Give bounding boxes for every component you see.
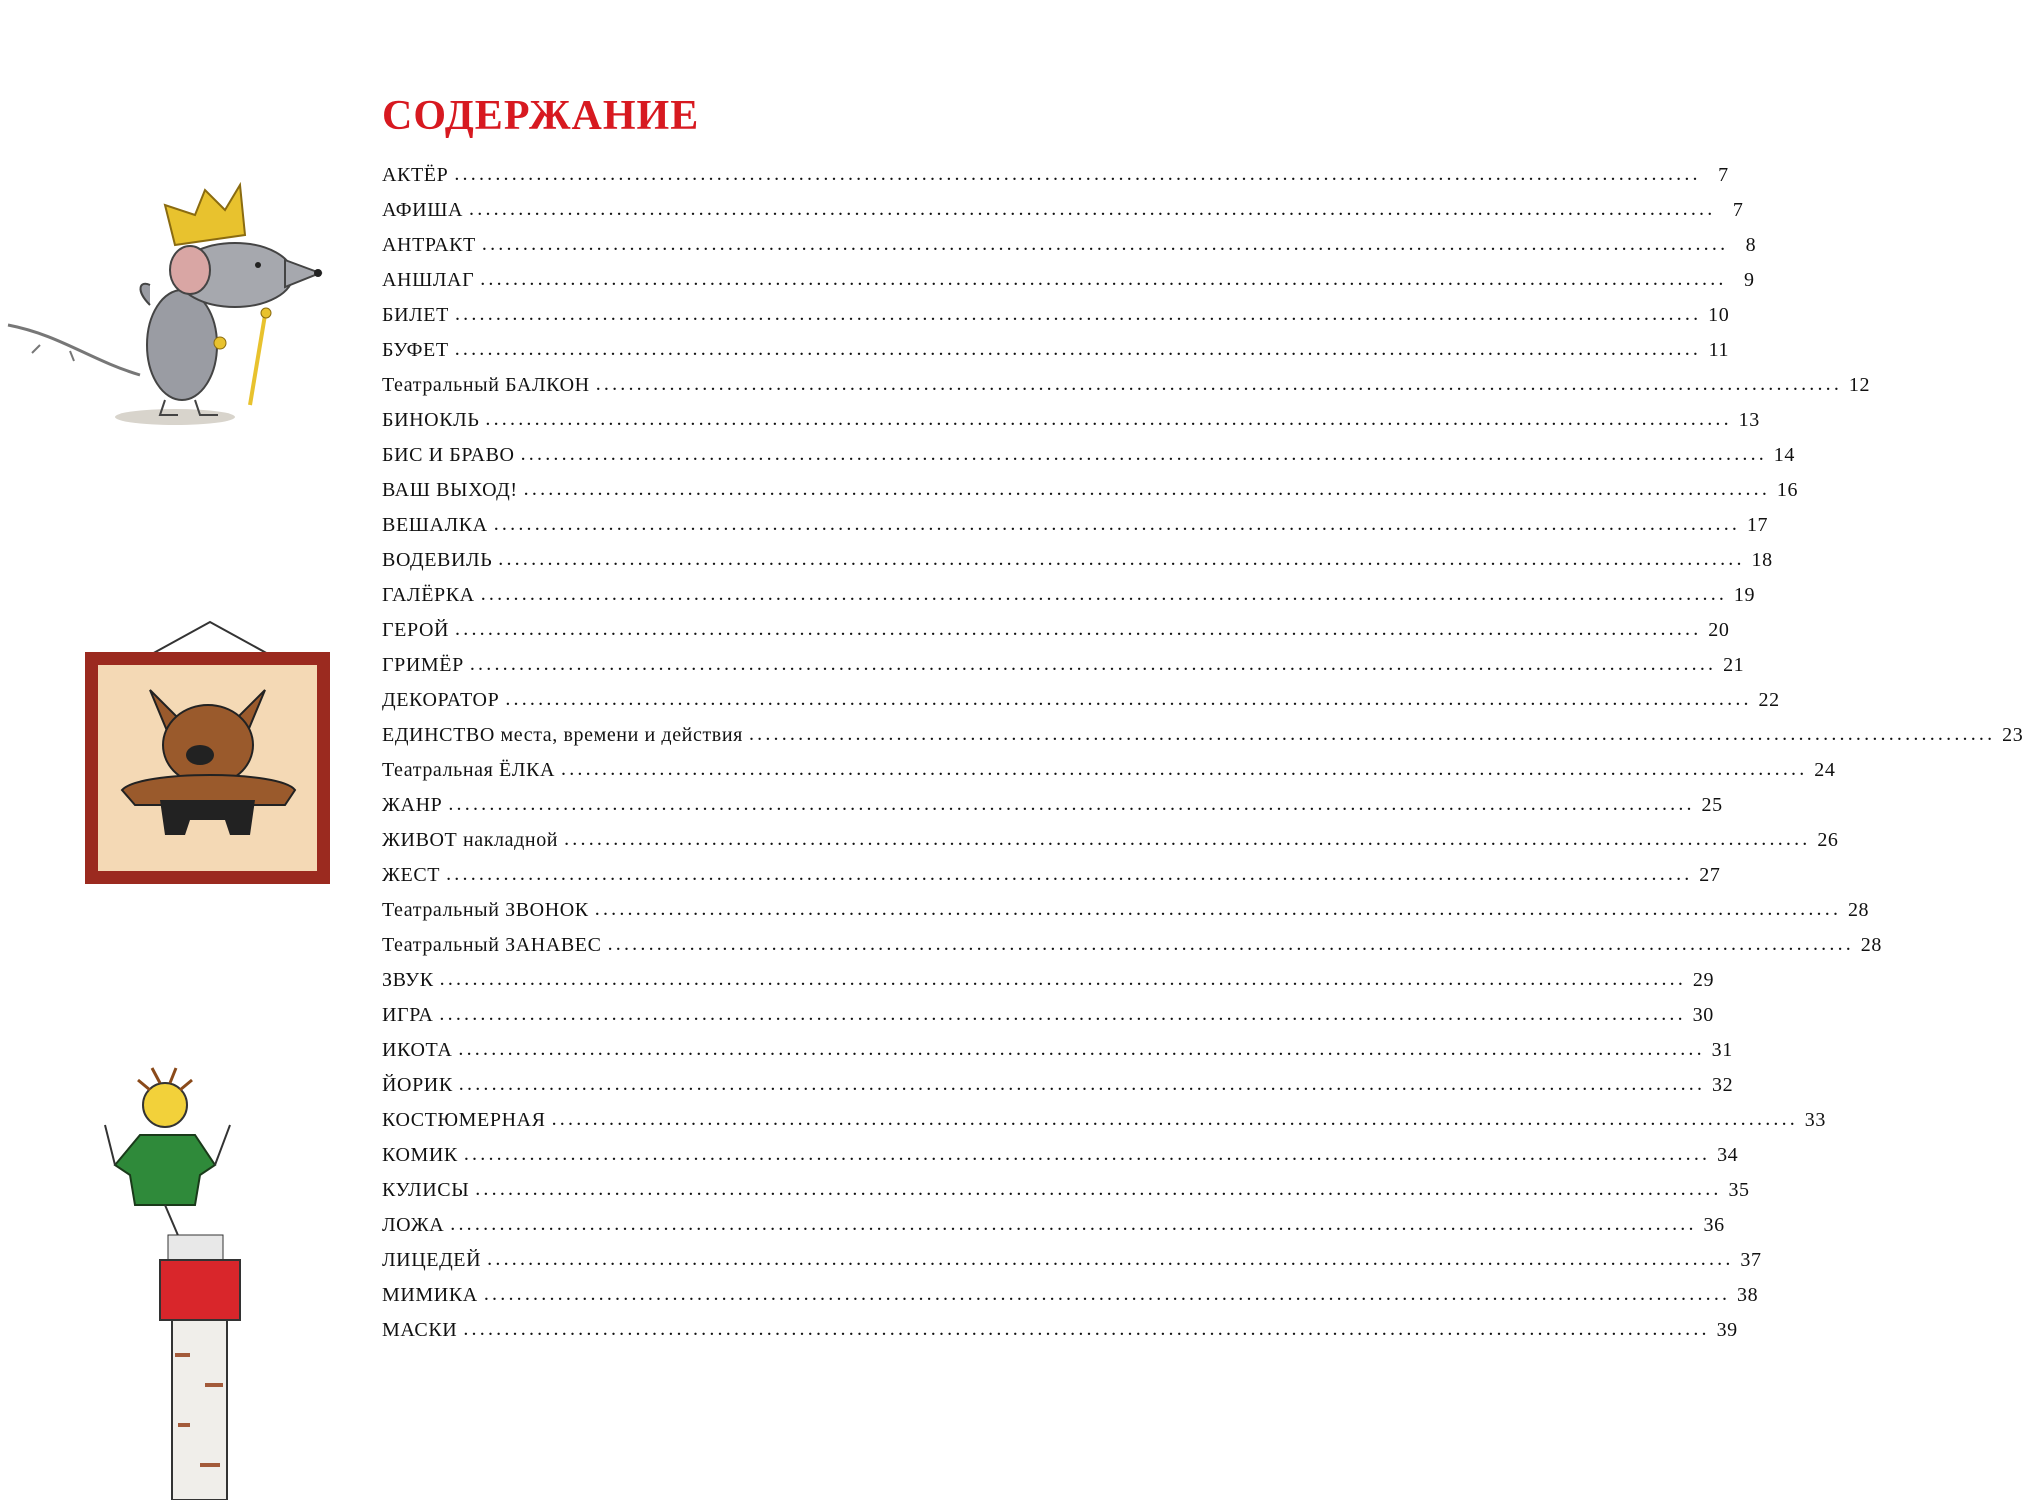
toc-entry-page: 7 [1732,199,1744,221]
toc-entry-page: 25 [1701,794,1723,816]
toc-entry-label: Театральный ЗАНАВЕС [382,934,602,956]
toc-entry-page: 38 [1737,1284,1759,1306]
toc-dot-leader: ........................................................................................................................................................ [481,233,1729,255]
mouse-king-illustration [0,175,330,435]
toc-entry-label: ВЕШАЛКА [382,514,488,536]
toc-entry-label: МИМИКА [382,1284,478,1306]
toc-dot-leader: ........................................................................................................................................................ [454,303,1702,325]
toc-entry [382,1243,1762,1278]
toc-entry-page: 18 [1751,549,1773,571]
toc-entry-label: Театральная ЁЛКА [382,759,556,781]
toc-dot-leader: ........................................................................................................................................................ [520,443,1767,465]
toc-entry-label: БИНОКЛЬ [382,409,480,431]
toc-dot-leader: ........................................................................................................................................................ [469,198,1716,220]
toc-entry-page: 19 [1733,584,1756,606]
toc-entry [382,403,1760,438]
toc-entry-page: 17 [1746,514,1769,536]
toc-entry [382,893,1870,928]
toc-entry-page: 16 [1776,479,1799,501]
toc-entry-label: ИКОТА [382,1039,453,1061]
toc-dot-leader: ........................................................................................................................................................ [475,1178,1722,1200]
toc-entry-page: 39 [1716,1319,1738,1341]
toc-entry [382,683,1780,718]
toc-entry [382,1173,1750,1208]
toc-dot-leader: ........................................................................................................................................................ [454,163,1701,185]
toc-dot-leader: ........................................................................................................................................................ [505,688,1752,710]
toc-entry-page: 23 [2002,724,2023,746]
toc-entry-label: ЙОРИК [382,1074,453,1096]
toc-entry-page: 28 [1860,934,1882,956]
toc-dot-leader: ........................................................................................................................................................ [498,548,1745,570]
toc-entry-label: ЛОЖА [382,1214,445,1236]
toc-dot-leader: ........................................................................................................................................................ [463,1143,1711,1165]
toc-entry-page: 26 [1817,829,1839,851]
toc-entry [382,263,1755,298]
toc-entry [382,1208,1725,1243]
toc-dot-leader: ........................................................................................................................................................ [594,898,1842,920]
toc-entry [382,543,1773,578]
toc-dot-leader: ........................................................................................................................................................ [446,863,1693,885]
toc-entry [382,1278,1759,1313]
toc-dot-leader: ........................................................................................................................................................ [450,1213,1697,1235]
toc-entry-page: 33 [1804,1109,1826,1131]
puppet-on-chimney-illustration [100,1065,260,1500]
toc-entry-label: КОСТЮМЕРНАЯ [382,1109,546,1131]
toc-dot-leader: ........................................................................................................................................................ [458,1073,1706,1095]
toc-dot-leader: ........................................................................................................................................................ [439,968,1687,990]
toc-entry [382,928,1882,963]
toc-dot-leader: ........................................................................................................................................................ [551,1108,1798,1130]
toc-entry-label: Театральный ЗВОНОК [382,899,589,921]
toc-entry [382,823,1839,858]
toc-entry [382,438,1795,473]
toc-entry [382,158,1729,193]
toc-entry-label: Театральный БАЛКОН [382,374,590,396]
toc-entry [382,1313,1738,1348]
toc-entry-label: ЖАНР [382,794,443,816]
toc-entry [382,1138,1739,1173]
toc-entry [382,613,1730,648]
framed-portrait-illustration [80,620,335,890]
toc-entry [382,578,1756,613]
toc-entry-label: ЗВУК [382,969,434,991]
toc-entry-page: 34 [1717,1144,1739,1166]
toc-entry-page: 35 [1728,1179,1750,1201]
toc-dot-leader: ........................................................................................................................................................ [483,1283,1731,1305]
toc-dot-leader: ........................................................................................................................................................ [487,1248,1734,1270]
toc-entry-page: 30 [1692,1004,1714,1026]
toc-entry [382,333,1730,368]
toc-dot-leader: ........................................................................................................................................................ [485,408,1732,430]
toc-entry [382,1103,1826,1138]
toc-entry-page: 29 [1692,969,1715,991]
toc-entry-label: ЕДИНСТВО места, времени и действия [382,724,743,746]
toc-entry [382,193,1744,228]
toc-dot-leader: ........................................................................................................................................................ [607,933,1854,955]
toc-entry [382,963,1715,998]
page-title: СОДЕРЖАНИЕ [382,93,700,139]
toc-entry-label: ГЕРОЙ [382,619,450,641]
toc-entry [382,1068,1734,1103]
toc-entry-label: ЖИВОТ накладной [382,829,559,851]
toc-entry-label: БИС И БРАВО [382,444,515,466]
toc-dot-leader: ........................................................................................................................................................ [493,513,1741,535]
toc-dot-leader: ........................................................................................................................................................ [564,828,1811,850]
toc-dot-leader: ........................................................................................................................................................ [463,1318,1710,1340]
toc-entry-label: ВОДЕВИЛЬ [382,549,493,571]
toc-entry-label: БИЛЕТ [382,304,449,326]
toc-entry-page: 13 [1738,409,1760,431]
toc-dot-leader: ........................................................................................................................................................ [458,1038,1705,1060]
toc-entry-page: 27 [1699,864,1721,886]
toc-entry-page: 20 [1708,619,1730,641]
toc-entry-label: ДЕКОРАТОР [382,689,500,711]
toc-entry-label: КОМИК [382,1144,458,1166]
toc-entry [382,858,1721,893]
toc-entry-page: 11 [1708,339,1730,361]
toc-entry-page: 8 [1745,234,1757,256]
toc-entry [382,508,1769,543]
table-of-contents [382,158,2023,1348]
toc-entry-page: 24 [1814,759,1836,781]
toc-entry [382,368,1871,403]
toc-dot-leader: ........................................................................................................................................................ [480,583,1728,605]
toc-dot-leader: ........................................................................................................................................................ [454,338,1702,360]
toc-dot-leader: ........................................................................................................................................................ [448,793,1695,815]
toc-entry-page: 36 [1703,1214,1725,1236]
toc-entry-label: ГАЛЁРКА [382,584,475,606]
toc-entry-label: АНШЛАГ [382,269,475,291]
toc-entry [382,648,1745,683]
toc-entry-page: 10 [1708,304,1730,326]
toc-entry-page: 14 [1773,444,1795,466]
toc-dot-leader: ........................................................................................................................................................ [455,618,1702,640]
toc-entry-page: 9 [1744,269,1755,291]
toc-dot-leader: ........................................................................................................................................................ [595,373,1843,395]
toc-entry-label: ЛИЦЕДЕЙ [382,1249,482,1271]
toc-entry [382,473,1799,508]
toc-entry-label: АНТРАКТ [382,234,476,256]
toc-entry-page: 7 [1718,164,1729,186]
toc-entry [382,788,1723,823]
toc-entry-label: КУЛИСЫ [382,1179,470,1201]
toc-entry-label: АКТЁР [382,164,449,186]
toc-entry [382,228,1757,263]
toc-entry-page: 21 [1723,654,1745,676]
toc-dot-leader: ........................................................................................................................................................ [748,723,1996,745]
toc-entry-label: ИГРА [382,1004,434,1026]
toc-entry [382,718,2023,753]
toc-entry-label: ГРИМЁР [382,654,464,676]
toc-entry [382,298,1730,333]
toc-entry-page: 12 [1848,374,1871,396]
toc-entry-page: 37 [1740,1249,1762,1271]
toc-entry [382,753,1836,788]
toc-entry-page: 31 [1711,1039,1733,1061]
toc-entry-label: МАСКИ [382,1319,458,1341]
toc-entry-page: 22 [1758,689,1780,711]
toc-entry-page: 32 [1712,1074,1734,1096]
toc-dot-leader: ........................................................................................................................................................ [469,653,1717,675]
toc-dot-leader: ........................................................................................................................................................ [523,478,1771,500]
toc-dot-leader: ........................................................................................................................................................ [439,1003,1686,1025]
toc-entry-label: ВАШ ВЫХОД! [382,479,518,501]
toc-entry [382,1033,1733,1068]
toc-entry-page: 28 [1847,899,1870,921]
toc-entry-label: БУФЕТ [382,339,449,361]
toc-entry-label: АФИША [382,199,464,221]
toc-dot-leader: ........................................................................................................................................................ [561,758,1808,780]
toc-dot-leader: ........................................................................................................................................................ [480,268,1727,290]
toc-entry [382,998,1714,1033]
toc-entry-label: ЖЕСТ [382,864,441,886]
